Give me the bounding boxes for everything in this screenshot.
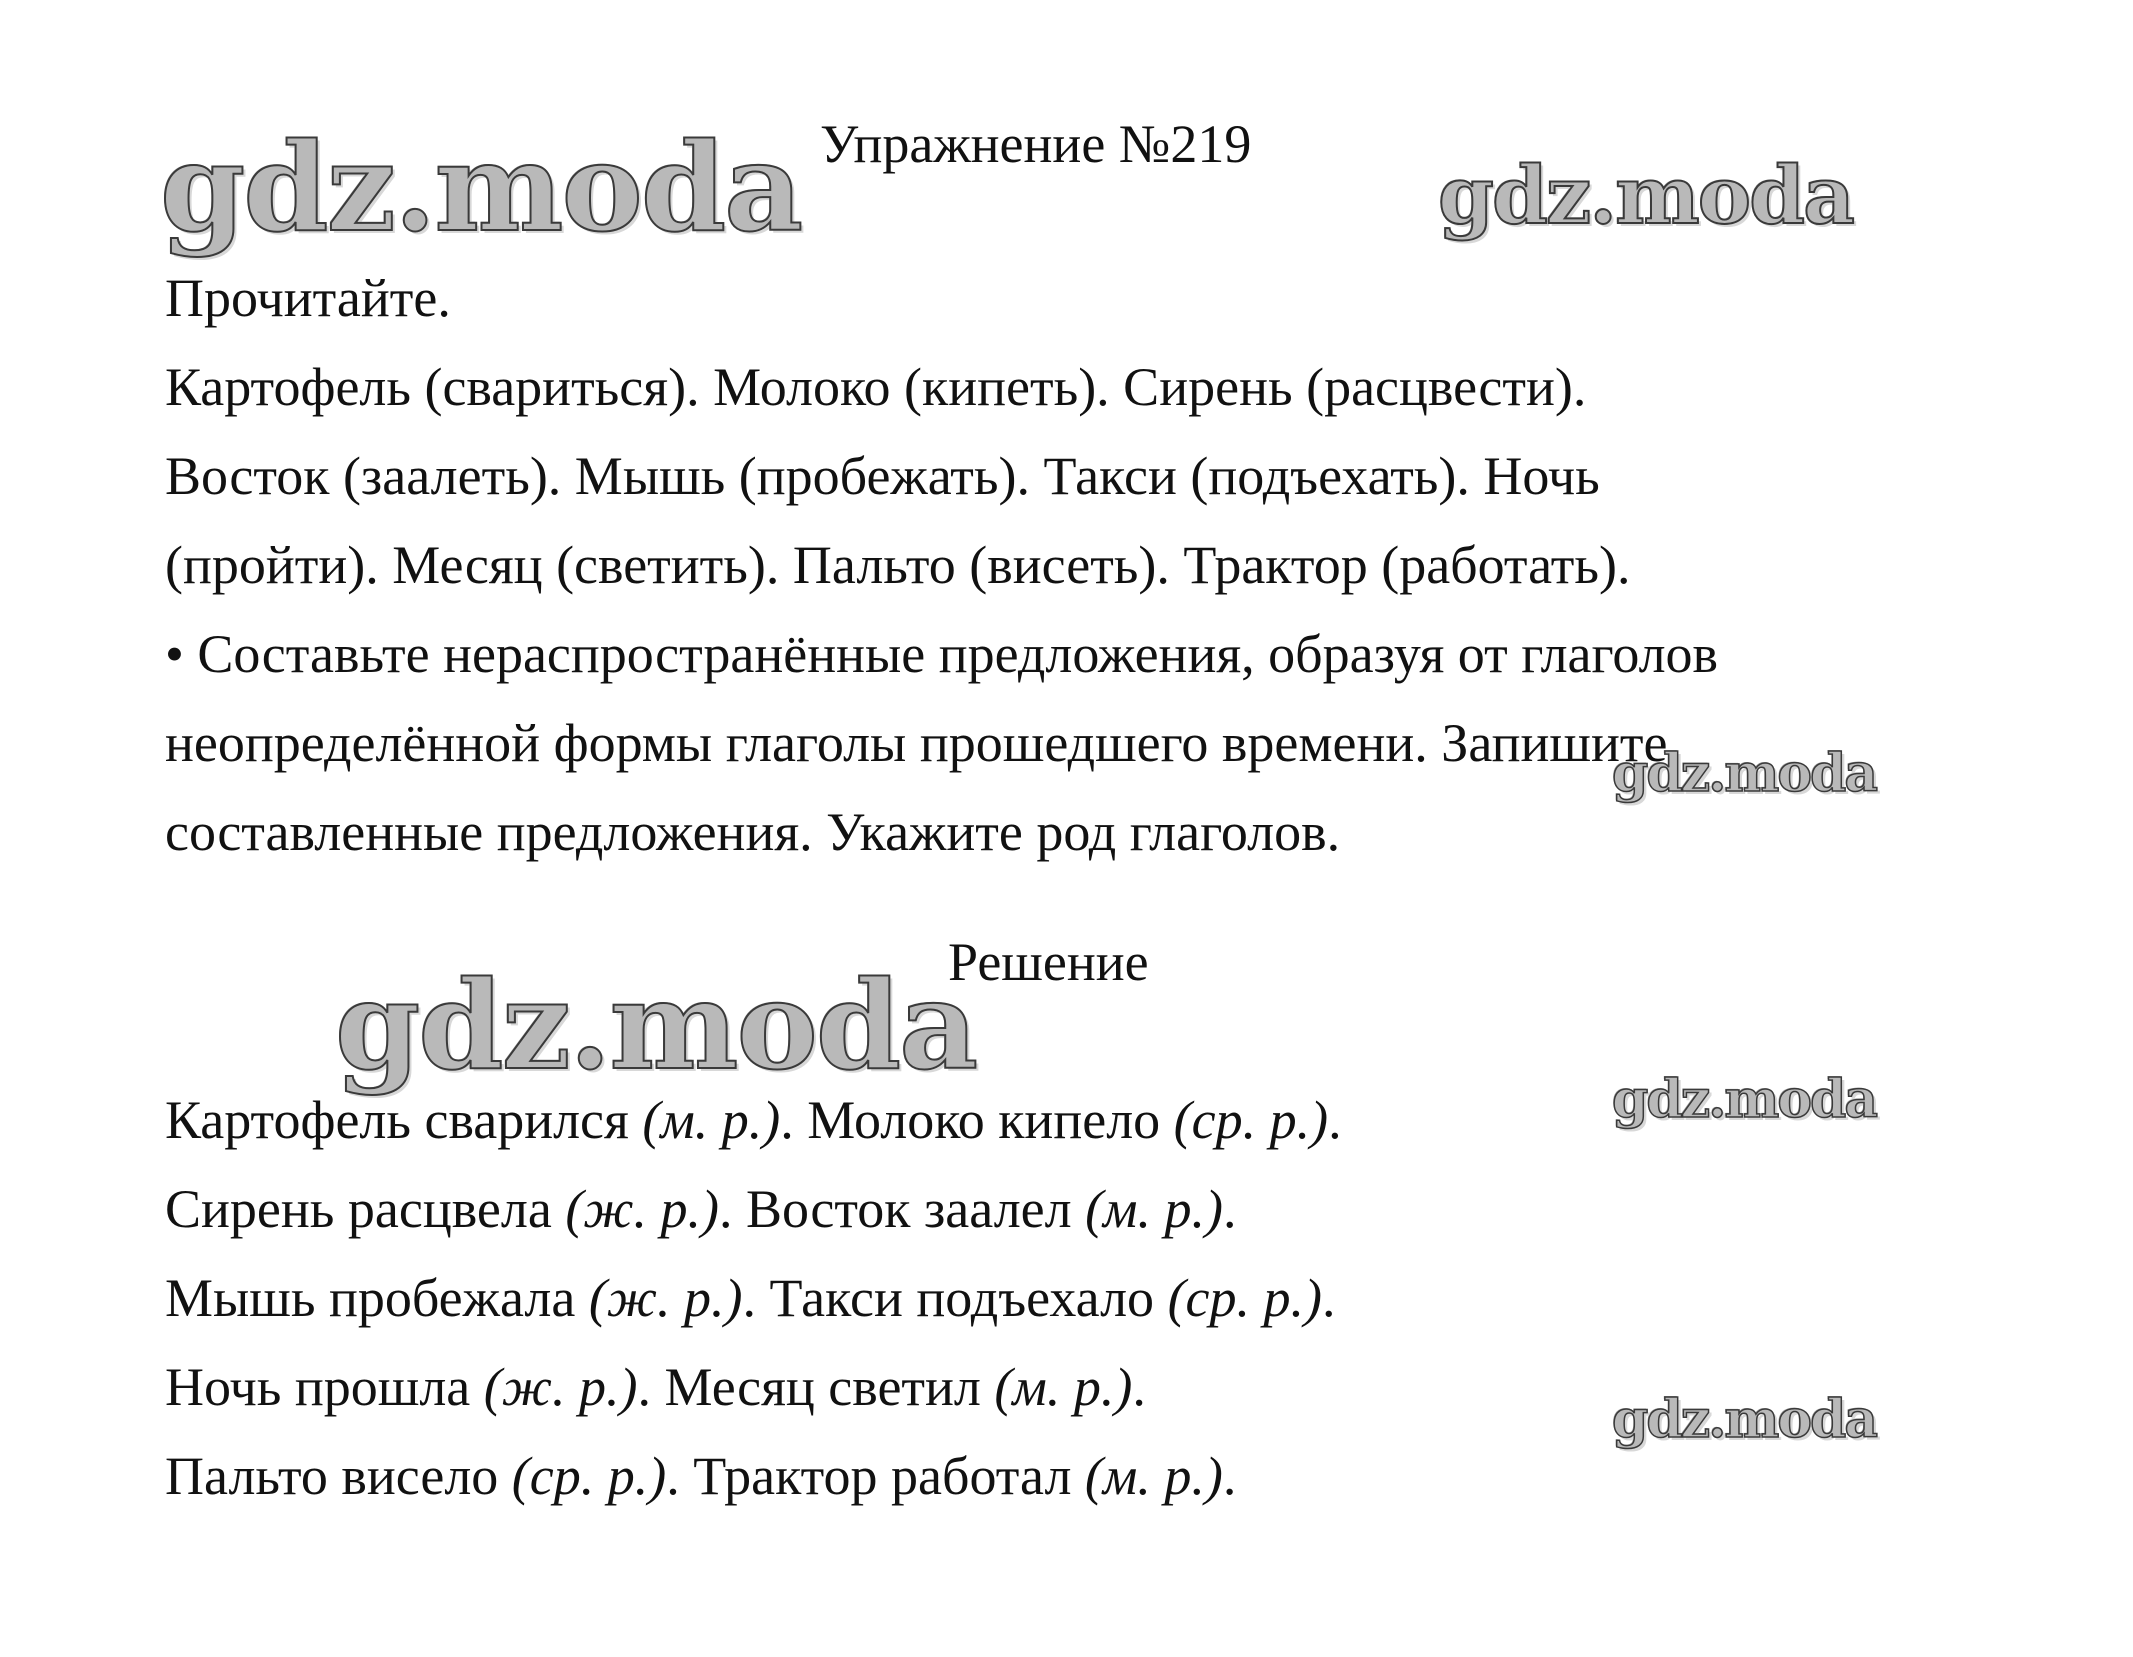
gender-label: (ср. р.) [1173,1090,1329,1150]
sentence-text: . Такси подъехало [742,1268,1168,1328]
exercise-text [165,254,1718,877]
solution-line [165,1076,1342,1165]
gender-label: (м. р.) [642,1090,781,1150]
watermark-logo: gdz.moda [160,115,802,259]
exercise-line: (пройти). Месяц (светить). Пальто (висеть). Трактор (работать). [165,535,1631,595]
sentence-end: . [1328,1090,1342,1150]
solution-text [165,1076,1342,1521]
sentence-text: . Молоко кипело [780,1090,1174,1150]
solution-title: Решение [948,932,1149,992]
sentence-text: Мышь пробежала [165,1268,589,1328]
sentence-text: Ночь прошла [165,1357,484,1417]
solution-line [165,1343,1342,1432]
gender-label: (м. р.) [994,1357,1133,1417]
gender-label: (м. р.) [1085,1179,1224,1239]
sentence-text: Картофель сварился [165,1090,643,1150]
sentence-text: Пальто висело [165,1446,512,1506]
sentence-text: Сирень расцвела [165,1179,566,1239]
exercise-line: Картофель (свариться). Молоко (кипеть). Сирень (расцвести). [165,357,1587,417]
watermark-logo: gdz.moda [335,953,977,1097]
sentence-end: . [1223,1179,1237,1239]
sentence-end: . [1322,1268,1336,1328]
watermark-logo: gdz.moda [1438,148,1853,242]
sentence-text: . Месяц светил [637,1357,995,1417]
watermark-logo: gdz.moda [1612,1069,1877,1130]
sentence-text: . Восток заалел [719,1179,1086,1239]
sentence-end: . [1132,1357,1146,1417]
sentence-text: . Трактор работал [666,1446,1085,1506]
exercise-title: Упражнение №219 [820,114,1252,174]
watermark-logo: gdz.moda [1612,1389,1877,1450]
gender-label: (ж. р.) [588,1268,743,1328]
exercise-task-line: • Составьте нераспространённые предложения, образуя от глаголов [165,624,1719,684]
exercise-instruction: Прочитайте. [165,268,451,328]
exercise-line: Восток (заалеть). Мышь (пробежать). Такси (подъехать). Ночь [165,446,1600,506]
sentence-end: . [1222,1446,1237,1506]
watermark-logo: gdz.moda [1612,743,1877,804]
exercise-task-line: составленные предложения. Укажите род глаголов. [165,802,1341,862]
gender-label: (ж. р.) [483,1357,638,1417]
gender-label: (ср. р.) [1167,1268,1322,1328]
gender-label: (ж. р.) [565,1179,720,1239]
gender-label: (м. р.) [1084,1446,1223,1506]
gender-label: (ср. р.) [511,1446,667,1506]
solution-line [165,1254,1342,1343]
solution-line [165,1165,1342,1254]
solution-line [165,1432,1342,1521]
exercise-task-line: неопределённой формы глаголы прошедшего времени. Запишите [165,713,1668,773]
